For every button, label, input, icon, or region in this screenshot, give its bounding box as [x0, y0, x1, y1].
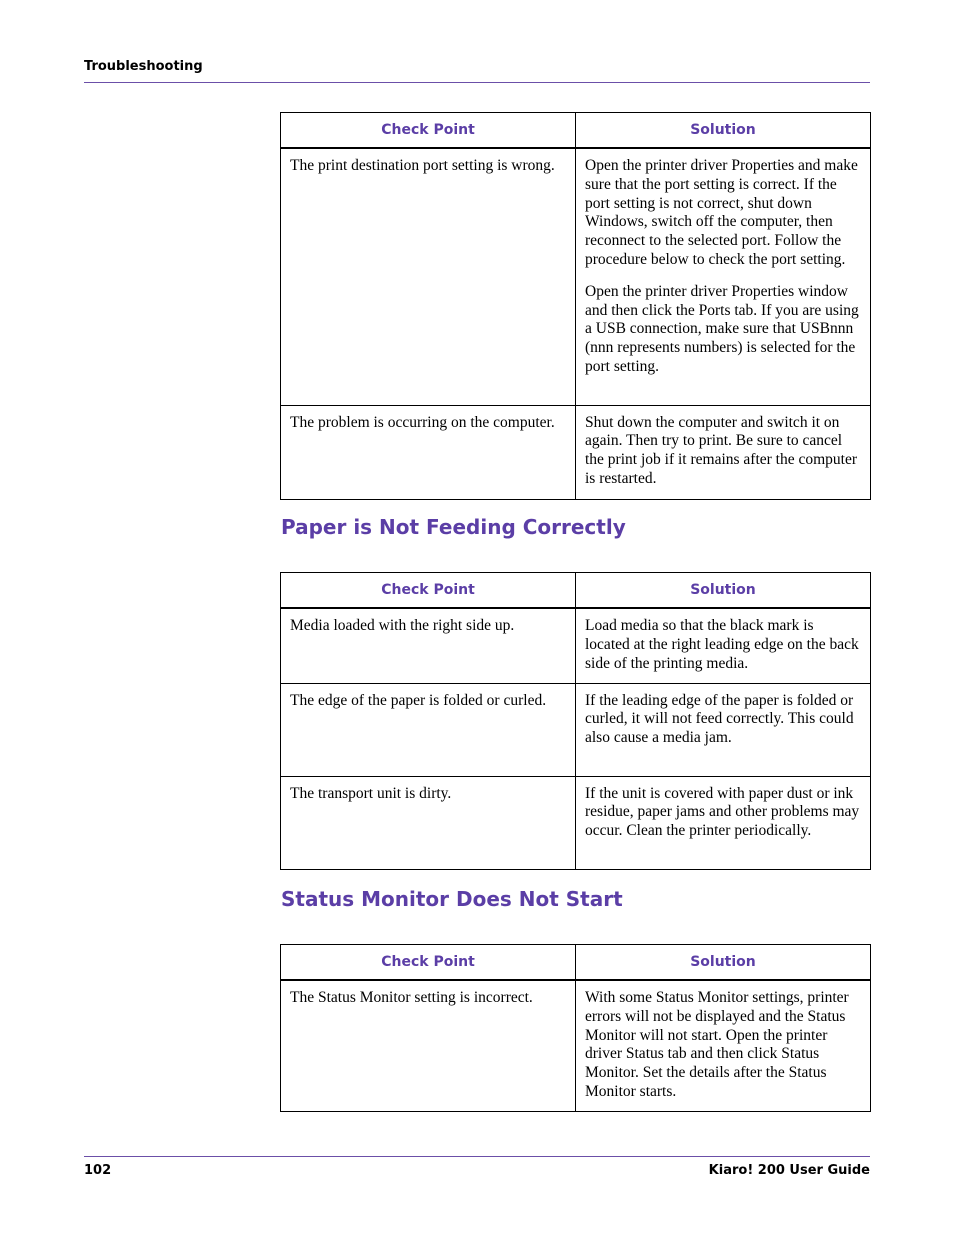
- table-row: [281, 683, 871, 776]
- check-point-cell: The print destination port setting is wrong.: [281, 148, 576, 405]
- table-row: [281, 148, 871, 405]
- column-header-check-point: Check Point: [281, 573, 576, 609]
- check-point-cell: The Status Monitor setting is incorrect.: [281, 980, 576, 1111]
- check-point-cell: The problem is occurring on the computer.: [281, 405, 576, 499]
- troubleshooting-table-port: [280, 112, 871, 500]
- solution-cell: Load media so that the black mark is located at the right leading edge on the back side of the printing media.: [576, 608, 871, 683]
- troubleshooting-table-status-monitor: [280, 944, 871, 1112]
- solution-cell: If the unit is covered with paper dust or ink residue, paper jams and other problems may occur. Clean the printer periodically.: [576, 776, 871, 869]
- section-title-status-monitor: Status Monitor Does Not Start: [281, 887, 623, 911]
- column-header-solution: Solution: [576, 573, 871, 609]
- table-row: [281, 980, 871, 1111]
- check-point-cell: The transport unit is dirty.: [281, 776, 576, 869]
- check-point-cell: Media loaded with the right side up.: [281, 608, 576, 683]
- solution-cell: Shut down the computer and switch it on again. Then try to print. Be sure to cancel the print job if it remains after the computer is restarted.: [576, 405, 871, 499]
- table-header-row: [281, 573, 871, 609]
- table-header-row: [281, 113, 871, 149]
- table-row: [281, 405, 871, 499]
- table-header-row: [281, 945, 871, 981]
- check-point-cell: The edge of the paper is folded or curled.: [281, 683, 576, 776]
- solution-cell: If the leading edge of the paper is folded or curled, it will not feed correctly. This could also cause a media jam.: [576, 683, 871, 776]
- table-row: [281, 608, 871, 683]
- column-header-solution: Solution: [576, 945, 871, 981]
- column-header-check-point: Check Point: [281, 945, 576, 981]
- section-title-paper-feeding: Paper is Not Feeding Correctly: [281, 515, 626, 539]
- solution-cell: Open the printer driver Properties and make sure that the port setting is correct. If the port setting is not correct, shut down Windows, switch off the computer, then reconnect to the selected port. Follow the procedure below to check the port setting. Open the printer driver Properties window and then click the Ports tab. If you are using a USB connection, make sure that USBnnn (nnn represents numbers) is selected for the port setting.: [576, 148, 871, 405]
- column-header-check-point: Check Point: [281, 113, 576, 149]
- solution-cell: With some Status Monitor settings, printer errors will not be displayed and the Status Monitor will not start. Open the printer driver Status tab and then click Status Monitor. Set the details after the Status Monitor starts.: [576, 980, 871, 1111]
- header-rule: [84, 82, 870, 83]
- guide-title: Kiaro! 200 User Guide: [708, 1163, 870, 1178]
- table-row: [281, 776, 871, 869]
- troubleshooting-table-paper-feeding: [280, 572, 871, 870]
- column-header-solution: Solution: [576, 113, 871, 149]
- page-number: 102: [84, 1163, 112, 1178]
- running-header: Troubleshooting: [84, 59, 203, 74]
- footer-rule: [84, 1156, 870, 1157]
